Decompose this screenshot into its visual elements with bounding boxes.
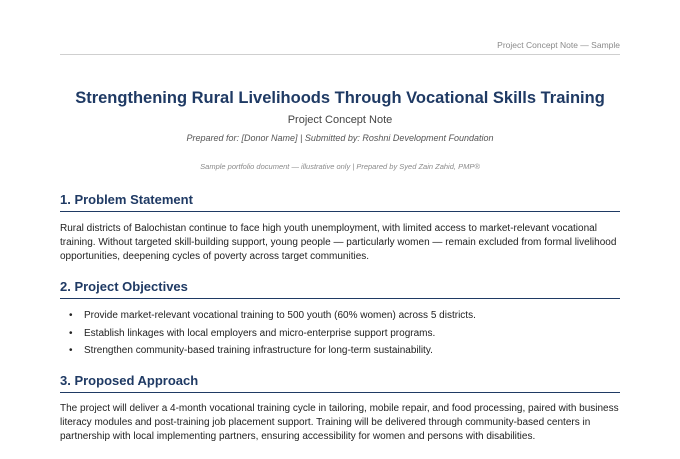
prepared-line: Prepared for: [Donor Name] | Submitted by: Roshni Development Foundation: [186, 133, 494, 143]
document-page: [60, 0, 620, 459]
objective-text: Establish linkages with local employers and micro-enterprise support programs.: [84, 327, 436, 339]
proposed-approach-text: The project will deliver a 4-month vocational training cycle in tailoring, mobile repair, and food processing, paired with business literacy modules and post-training job placement support. Training will be delivered through community-based centers in partnership with local implementing partners, ensuring accessibility for women and persons with disabilities.: [60, 403, 619, 442]
running-header: Project Concept Note — Sample: [497, 40, 620, 50]
problem-statement-text: Rural districts of Balochistan continue to face high youth unemployment, with limited access to market-relevant vocational training. Without targeted skill-building support, young people — particularly women — remain excluded from formal livelihood opportunities, deepening cycles of poverty across target communities.: [60, 223, 617, 262]
bullet-icon: •: [69, 310, 73, 321]
objective-text: Strengthen community-based training infrastructure for long-term sustainability.: [84, 345, 433, 356]
document-title: Strengthening Rural Livelihoods Through Vocational Skills Training: [75, 89, 605, 107]
disclaimer-note: Sample portfolio document — illustrative only | Prepared by Syed Zain Zahid, PMP®: [200, 162, 480, 171]
document-subtitle: Project Concept Note: [287, 114, 393, 126]
list-item: [60, 309, 620, 323]
list-item: [60, 344, 620, 358]
header-divider: [60, 54, 620, 55]
section-heading-proposed-approach: 3. Proposed Approach: [60, 373, 620, 393]
section-heading-problem-statement: 1. Problem Statement: [60, 192, 620, 212]
objectives-list: [60, 309, 620, 362]
bullet-icon: •: [69, 345, 73, 356]
section-heading-project-objectives: 2. Project Objectives: [60, 279, 620, 299]
bullet-icon: •: [69, 327, 73, 339]
objective-text: Provide market-relevant vocational training to 500 youth (60% women) across 5 districts.: [84, 310, 476, 321]
list-item: [60, 327, 620, 341]
